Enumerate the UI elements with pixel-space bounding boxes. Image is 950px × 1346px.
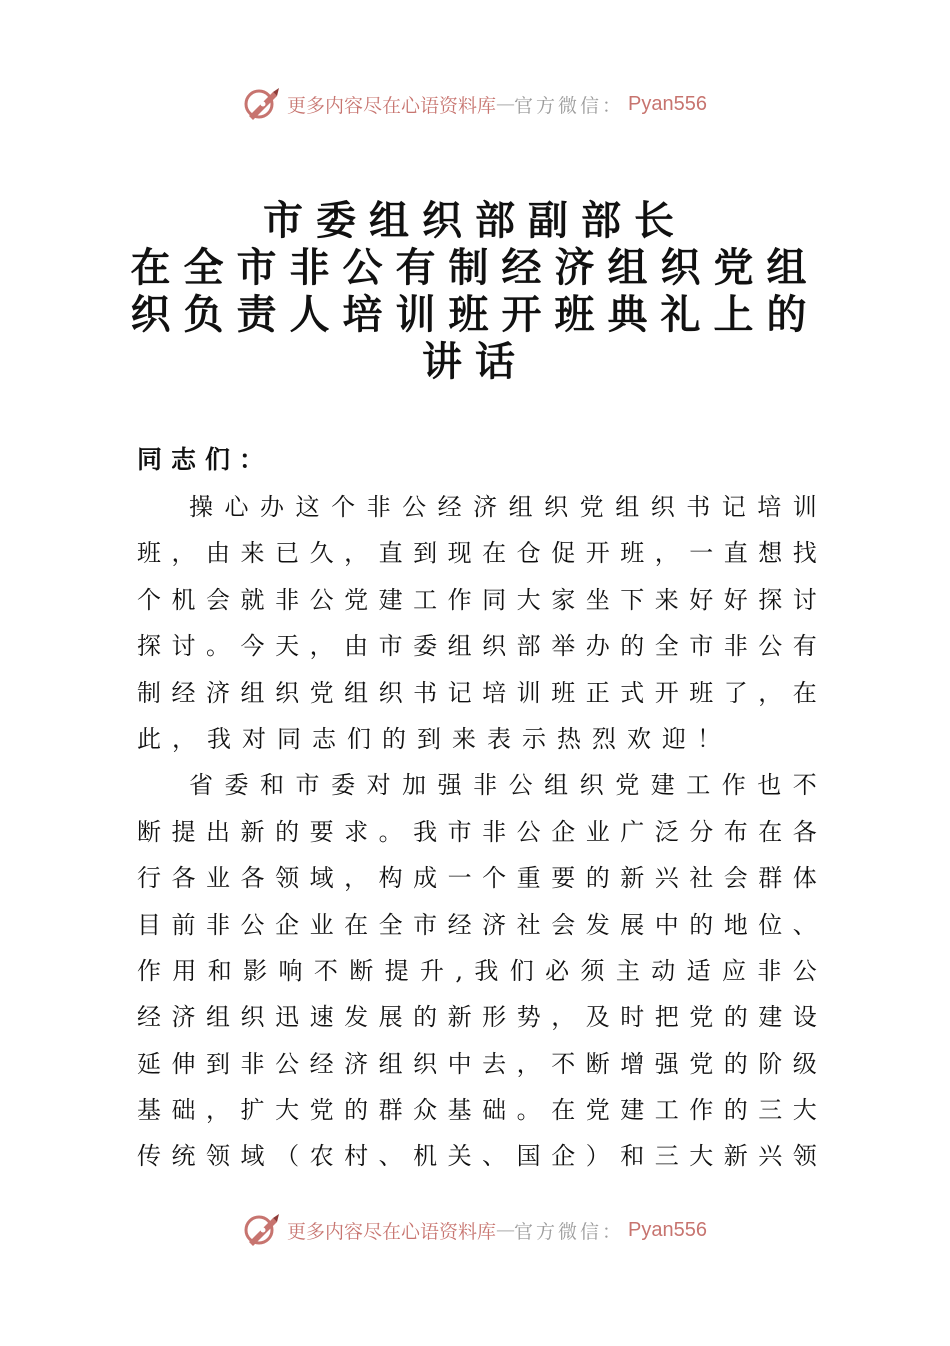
title-line: 织负责人培训班开班典礼上的 xyxy=(130,292,820,338)
banner-wechat-label: 官方微信： xyxy=(514,94,625,117)
header-banner xyxy=(0,84,950,124)
body-line: 探 讨 。 今 天 ， 由 市 委 组 织 部 举 办 的 全 市 非 公 有 xyxy=(137,632,817,661)
pen-logo-icon xyxy=(243,1212,283,1248)
document-title xyxy=(120,198,830,386)
footer-banner xyxy=(0,1210,950,1250)
body-line: 班 ， 由 来 已 久 ， 直 到 现 在 仓 促 开 班 ， 一 直 想 找 xyxy=(137,539,817,568)
body-line: 操 心 办 这 个 非 公 经 济 组 织 党 组 织 书 记 培 训 xyxy=(189,493,817,521)
title-line: 讲话 xyxy=(422,339,528,385)
body-line: 制 经 济 组 织 党 组 织 书 记 培 训 班 正 式 开 班 了 ， 在 xyxy=(137,678,817,707)
body-line: 断 提 出 新 的 要 求 。 我 市 非 公 企 业 广 泛 分 布 在 各 xyxy=(137,817,817,846)
banner-wechat-label: 官方微信： xyxy=(514,1220,625,1243)
banner-separator: — xyxy=(496,93,515,115)
banner-wechat-id: Pyan556 xyxy=(628,92,707,115)
title-line: 在全市非公有制经济组织党组 xyxy=(130,245,820,291)
body-line: 作 用 和 影 响 不 断 提 升 , 我 们 必 须 主 动 适 应 非 公 xyxy=(137,956,817,985)
title-line: 市委组织部副部长 xyxy=(263,198,687,244)
pen-logo-icon xyxy=(243,86,283,122)
body-line: 省 委 和 市 委 对 加 强 非 公 组 织 党 建 工 作 也 不 xyxy=(189,771,817,800)
body-line: 传 统 领 域 （ 农 村 、 机 关 、 国 企 ） 和 三 大 新 兴 领 xyxy=(137,1142,817,1171)
body-line: 经 济 组 织 迅 速 发 展 的 新 形 势 ， 及 时 把 党 的 建 设 xyxy=(137,1003,817,1032)
body-line: 基 础 ， 扩 大 党 的 群 众 基 础 。 在 党 建 工 作 的 三 大 xyxy=(137,1096,817,1125)
body-line: 此 ， 我 对 同 志 们 的 到 来 表 示 热 烈 欢 迎 ！ xyxy=(137,724,721,753)
body-text xyxy=(137,484,817,1180)
salutation: 同志们： xyxy=(137,445,274,474)
banner-slogan: 更多内容尽在心语资料库 xyxy=(287,94,497,117)
body-line: 行 各 业 各 领 域 ， 构 成 一 个 重 要 的 新 兴 社 会 群 体 xyxy=(137,864,817,893)
body-line: 目 前 非 公 企 业 在 全 市 经 济 社 会 发 展 中 的 地 位 、 xyxy=(137,910,817,939)
banner-slogan: 更多内容尽在心语资料库 xyxy=(287,1220,497,1243)
body-line: 延 伸 到 非 公 经 济 组 织 中 去 ， 不 断 增 强 党 的 阶 级 xyxy=(137,1049,817,1078)
banner-separator: — xyxy=(496,1219,515,1241)
banner-wechat-id: Pyan556 xyxy=(628,1218,707,1241)
body-line: 个 机 会 就 非 公 党 建 工 作 同 大 家 坐 下 来 好 好 探 讨 xyxy=(137,585,817,614)
